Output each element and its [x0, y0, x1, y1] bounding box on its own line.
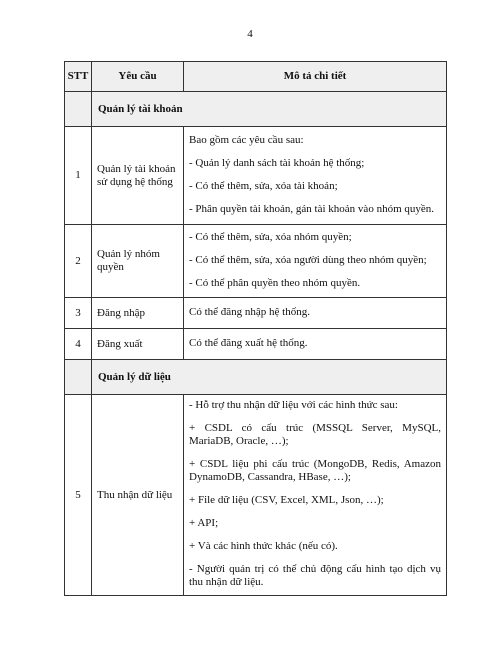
section-spacer-cell [65, 360, 92, 395]
detail-line: - Quản lý danh sách tài khoản hệ thống; [189, 156, 365, 169]
page-number: 4 [247, 28, 253, 40]
detail-line: + Và các hình thức khác (nếu có). [189, 540, 338, 552]
row-requirement: Đăng xuất [92, 329, 184, 360]
detail-line: - Có thể thêm, sửa, xóa người dùng theo nhóm quyền; [189, 253, 427, 266]
section-row-data-management [65, 360, 447, 395]
detail-line: - Có thể thêm, sửa, xóa nhóm quyền; [189, 230, 352, 243]
header-requirement: Yêu cầu [92, 62, 184, 92]
section-spacer-cell [65, 92, 92, 127]
detail-line: - Người quản trị có thể chủ động cấu hình tạo dịch vụ thu nhận dữ liệu. [189, 563, 441, 588]
row-details [184, 225, 447, 298]
table-row [65, 127, 447, 225]
table-row [65, 329, 447, 360]
detail-line: + CSDL có cấu trúc (MSSQL Server, MySQL, MariaDB, Oracle, …); [189, 422, 441, 447]
row-number: 1 [65, 127, 92, 225]
header-details: Mô tả chi tiết [184, 62, 447, 92]
detail-line: + File dữ liệu (CSV, Excel, XML, Json, …); [189, 494, 384, 506]
header-stt: STT [65, 62, 92, 92]
table-row [65, 395, 447, 596]
row-number: 2 [65, 225, 92, 298]
detail-line: Có thể đăng nhập hệ thống. [189, 305, 310, 318]
row-number: 4 [65, 329, 92, 360]
row-details [184, 329, 447, 360]
row-details [184, 298, 447, 329]
section-title: Quản lý dữ liệu [92, 360, 447, 395]
detail-line: - Có thể phân quyền theo nhóm quyền. [189, 276, 361, 289]
section-title: Quản lý tài khoản [92, 92, 447, 127]
row-number: 5 [65, 395, 92, 596]
detail-line: + API; [189, 517, 219, 529]
row-requirement: Quản lý tài khoản sử dụng hệ thống [92, 127, 184, 225]
section-row-account-management [65, 92, 447, 127]
row-requirement: Thu nhận dữ liệu [92, 395, 184, 596]
detail-line: Có thể đăng xuất hệ thống. [189, 336, 308, 349]
row-requirement: Quản lý nhóm quyền [92, 225, 184, 298]
row-details [184, 395, 447, 596]
requirements-table [64, 61, 447, 596]
detail-line: - Có thể thêm, sửa, xóa tài khoản; [189, 179, 338, 192]
row-number: 3 [65, 298, 92, 329]
detail-line: + CSDL liệu phi cấu trúc (MongoDB, Redis, Amazon DynamoDB, Cassandra, HBase, …); [189, 458, 441, 483]
table-row [65, 298, 447, 329]
row-details [184, 127, 447, 225]
detail-line: Bao gồm các yêu cầu sau: [189, 133, 304, 146]
detail-line: - Phân quyền tài khoản, gán tài khoản vào nhóm quyền. [189, 202, 435, 215]
detail-line: - Hỗ trợ thu nhận dữ liệu với các hình thức sau: [189, 399, 398, 411]
row-requirement: Đăng nhập [92, 298, 184, 329]
table-header-row [65, 62, 447, 92]
table-row [65, 225, 447, 298]
